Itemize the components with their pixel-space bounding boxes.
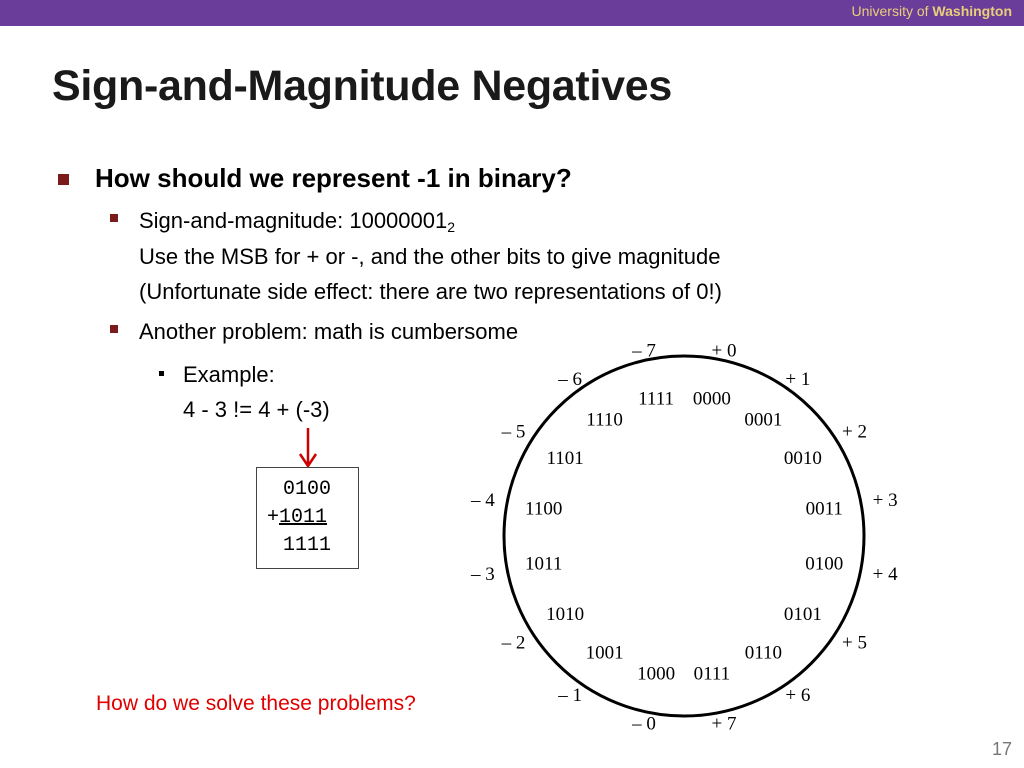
question-text: How do we solve these problems? bbox=[96, 692, 416, 715]
wheel-value-label: – 0 bbox=[632, 713, 656, 735]
wheel-code-0101: 0101 bbox=[783, 603, 822, 625]
wheel-code-1110: 1110 bbox=[586, 409, 623, 431]
calc-operand-2: +1011 bbox=[267, 506, 328, 529]
calc-result: 1111 bbox=[283, 534, 332, 557]
calc-operand-1: 0100 bbox=[283, 478, 332, 501]
wheel-code-0011: 0011 bbox=[805, 498, 843, 520]
wheel-value-label: + 7 bbox=[711, 713, 737, 735]
wheel-code-0000: 0000 bbox=[692, 388, 731, 410]
msb-explanation: Use the MSB for + or -, and the other bits to give magnitude bbox=[139, 244, 721, 269]
wheel-code-1000: 1000 bbox=[637, 663, 676, 685]
wheel-value-label: + 0 bbox=[711, 340, 737, 362]
wheel-code-1100: 1100 bbox=[525, 498, 563, 520]
sign-magnitude-line: Sign-and-magnitude: $10000001_2$ bbox=[139, 208, 456, 235]
side-effect-note: (Unfortunate side effect: there are two representations of 0!) bbox=[139, 279, 722, 304]
wheel-value-label: – 3 bbox=[471, 564, 495, 586]
page-number: 17 bbox=[991, 739, 1012, 759]
wheel-value-label: + 2 bbox=[842, 421, 867, 443]
wheel-code-0100: 0100 bbox=[805, 553, 844, 575]
wheel-code-0010: 0010 bbox=[783, 448, 822, 470]
wheel-value-label: – 5 bbox=[501, 421, 526, 443]
example-label: Example: bbox=[183, 362, 275, 387]
wheel-value-label: – 7 bbox=[632, 340, 656, 362]
slide-title: Sign-and-Magnitude Negatives bbox=[52, 62, 672, 110]
wheel-value-label: + 3 bbox=[872, 489, 898, 511]
wheel-value-label: + 1 bbox=[785, 369, 811, 390]
wheel-code-1111: 1111 bbox=[638, 388, 675, 410]
wheel-value-label: – 4 bbox=[471, 489, 495, 511]
example-expression: 4 - 3 != 4 + (-3) bbox=[183, 397, 330, 422]
wheel-value-label: – 1 bbox=[558, 685, 582, 706]
problem-text: Another problem: math is cumbersome bbox=[139, 319, 519, 344]
wheel-code-0110: 0110 bbox=[744, 642, 783, 664]
wheel-value-label: – 2 bbox=[501, 632, 526, 654]
wheel-code-1010: 1010 bbox=[546, 603, 585, 625]
wheel-code-1001: 1001 bbox=[585, 642, 624, 664]
wheel-code-1011: 1011 bbox=[525, 553, 563, 575]
wheel-code-0111: 0111 bbox=[693, 663, 731, 685]
wheel-value-label: + 5 bbox=[842, 632, 867, 654]
university-logo-text: University of Washington bbox=[851, 3, 1012, 19]
wheel-value-label: + 4 bbox=[872, 564, 898, 586]
main-bullet-text: How should we represent -1 in binary? bbox=[95, 163, 572, 193]
wheel-value-label: + 6 bbox=[785, 685, 811, 706]
wheel-value-label: – 6 bbox=[558, 369, 582, 390]
wheel-code-1101: 1101 bbox=[546, 448, 584, 470]
number-wheel-circle bbox=[504, 356, 864, 716]
wheel-code-0001: 0001 bbox=[744, 409, 783, 431]
